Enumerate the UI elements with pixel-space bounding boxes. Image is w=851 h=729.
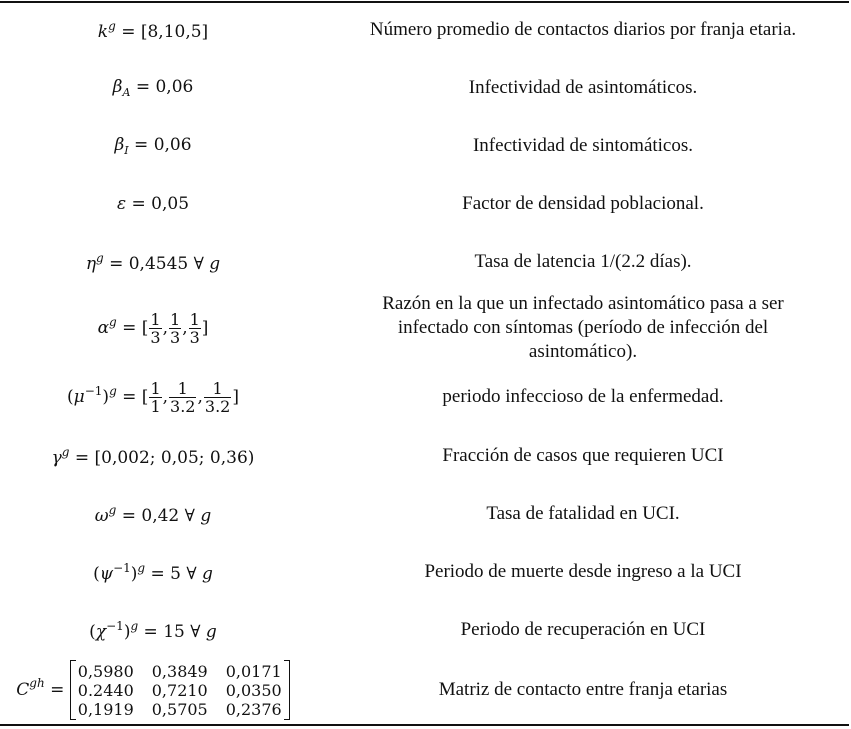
parameter-description: Tasa de fatalidad en UCI. (486, 503, 680, 524)
matrix-cell: 0,1919 (77, 699, 134, 719)
matrix-cell: 0,5705 (151, 699, 208, 719)
subscript: I (124, 144, 129, 157)
superscript: g (108, 18, 116, 33)
superscript: g (96, 250, 104, 265)
table-row (0, 374, 851, 420)
table-top-rule (0, 1, 849, 3)
table-bottom-rule (0, 724, 849, 726)
value: = (44, 680, 70, 700)
numerator: 1 (189, 309, 200, 329)
parameter-formula (0, 19, 306, 42)
parameter-description: Infectividad de sintomáticos. (472, 135, 694, 156)
close-paren: ) (130, 563, 138, 584)
forall-variable: g (209, 253, 221, 274)
inner-superscript: −1 (84, 383, 103, 398)
parameter-formula (0, 503, 306, 526)
contact-matrix (70, 660, 290, 720)
parameter-description: Factor de densidad poblacional. (462, 193, 704, 214)
symbol: ω (94, 505, 109, 526)
denominator: 3 (189, 327, 200, 347)
table-row (0, 658, 851, 722)
value: = [0,002; 0,05; 0,36) (69, 447, 255, 468)
denominator: 3 (170, 327, 181, 347)
inner-superscript: −1 (113, 560, 131, 575)
value: = [8,10,5] (115, 21, 209, 42)
denominator: 3 (150, 327, 161, 347)
table-row (0, 500, 851, 528)
table-row (0, 616, 851, 644)
subscript: A (122, 86, 131, 99)
superscript: g (61, 444, 70, 459)
parameter-formula (0, 619, 306, 642)
parameter-description: Periodo de recuperación en UCI (460, 619, 706, 640)
matrix-grid (76, 662, 284, 719)
matrix-cell: 0,0171 (225, 661, 282, 681)
symbol: μ (73, 386, 85, 407)
fraction (204, 380, 231, 415)
parameter-formula: $\alpha^g$ = [ $\frac{1}{3}$ , $\frac{1}{3}$ , $\frac{1}{3}$ ] (97, 309, 209, 347)
matrix-cell: 0,7210 (151, 680, 208, 700)
symbol: η (85, 253, 96, 274)
description-line: infectado con síntomas (período de infección del (397, 317, 769, 338)
table-row (0, 248, 851, 276)
numerator: 1 (170, 309, 181, 329)
table-row (0, 290, 851, 366)
symbol: α (97, 317, 110, 338)
symbol: ε (116, 194, 127, 214)
parameter-formula (0, 660, 306, 720)
close-paren: ) (102, 386, 110, 407)
matrix-cell: 0,2376 (225, 699, 282, 719)
inner-superscript: −1 (106, 618, 124, 633)
parameter-description: Número promedio de contactos diarios por franja etaria. (369, 19, 797, 40)
parameter-description: Fracción de casos que requieren UCI (442, 445, 724, 466)
close-paren: ) (123, 621, 131, 642)
parameter-formula (0, 135, 306, 157)
superscript: g (109, 383, 117, 398)
table-row (0, 442, 851, 470)
parameter-description: periodo infeccioso de la enfermedad. (442, 386, 724, 407)
close-bracket: ] (201, 317, 209, 338)
description-line: Razón en la que un infectado asintomático pasa a ser (382, 293, 784, 314)
table-row (0, 190, 851, 218)
symbol: C (16, 680, 30, 700)
forall-variable: g (200, 505, 212, 526)
parameter-description (318, 292, 848, 364)
forall-variable: g (202, 563, 213, 584)
fraction (189, 311, 201, 346)
symbol: ψ (99, 563, 114, 584)
fraction (149, 380, 161, 415)
matrix-cell: 0,3849 (151, 661, 208, 681)
denominator: 3.2 (170, 396, 196, 416)
parameter-description: Tasa de latencia 1/(2.2 días). (474, 251, 692, 272)
numerator: 1 (150, 309, 161, 329)
superscript: g (137, 560, 146, 575)
parameter-description: Matriz de contacto entre franja etarias (438, 679, 728, 700)
denominator: 3.2 (204, 396, 231, 416)
symbol: γ (51, 447, 62, 468)
matrix-cell: 0,5980 (77, 661, 134, 681)
fraction (149, 311, 161, 346)
value: = 0,4545 ∀ (103, 253, 210, 274)
symbol: k (97, 21, 109, 42)
parameter-formula (0, 194, 306, 214)
fraction (169, 311, 181, 346)
description-line: asintomático). (528, 341, 638, 362)
parameter-description: Periodo de muerte desde ingreso a la UCI (424, 561, 742, 582)
parameter-description: Infectividad de asintomáticos. (468, 77, 698, 98)
superscript: g (108, 502, 117, 517)
close-bracket: ] (232, 386, 239, 407)
value: = 0,05 (126, 194, 190, 214)
value: = [ (116, 317, 149, 338)
numerator: 1 (177, 378, 188, 398)
value: = 0,06 (130, 77, 194, 97)
value: = 15 ∀ (138, 621, 206, 642)
parameter-formula (0, 445, 306, 468)
superscript: g (130, 618, 139, 633)
denominator: 1 (150, 396, 161, 416)
value: = 5 ∀ (145, 563, 203, 584)
numerator: 1 (212, 378, 223, 398)
parameter-formula: $(\mu^{-1})^g$ = [ $\frac{1}{1}$ , $\frac{1}{3.2}$ , $\frac{1}{3.2}$ ] (67, 378, 239, 416)
open-paren: ( (67, 386, 74, 407)
numerator: 1 (150, 378, 161, 398)
open-paren: ( (93, 563, 100, 584)
table-row (0, 558, 851, 586)
forall-variable: g (205, 621, 217, 642)
value: = 0,42 ∀ (116, 505, 201, 526)
symbol: β (114, 135, 125, 155)
fraction (169, 380, 196, 415)
value: = 0,06 (128, 135, 192, 155)
table-row (0, 74, 851, 102)
table-row (0, 132, 851, 160)
superscript: gh (29, 676, 45, 690)
open-paren: ( (89, 621, 96, 642)
symbol: χ (95, 621, 107, 642)
matrix-cell: 0.2440 (77, 680, 134, 700)
parameter-formula (0, 251, 306, 274)
superscript: g (109, 314, 117, 329)
table-row (0, 16, 851, 44)
parameter-formula (0, 77, 306, 99)
parameter-formula (0, 561, 306, 584)
value: = [ (116, 386, 149, 407)
symbol: β (112, 77, 123, 97)
right-bracket (284, 660, 290, 720)
matrix-cell: 0,0350 (225, 680, 282, 700)
